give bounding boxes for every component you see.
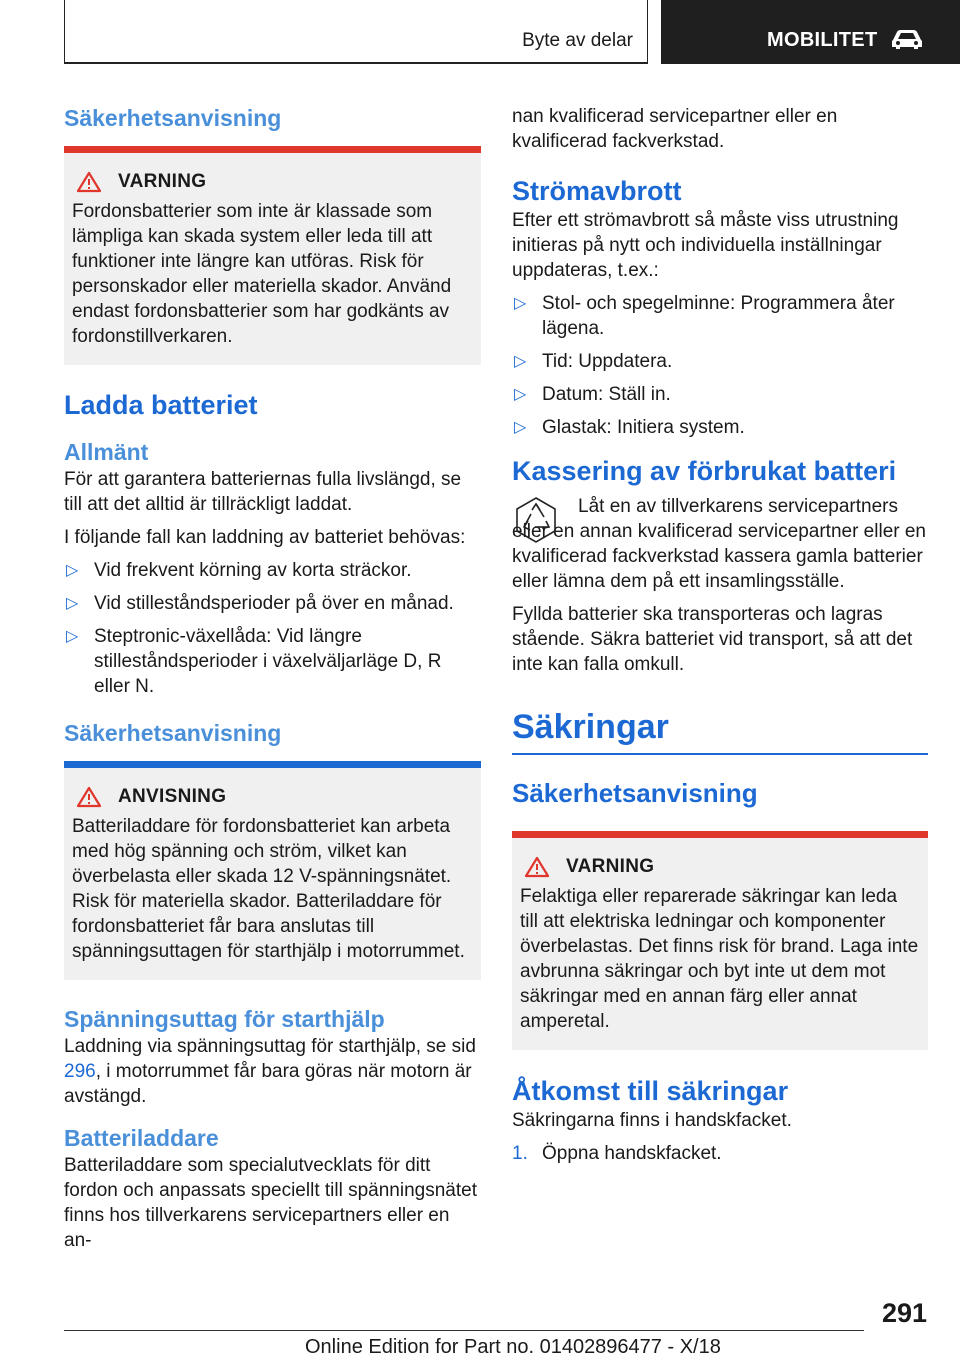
chapter-heading-block — [512, 707, 928, 755]
triangle-bullet-icon: ▷ — [66, 562, 79, 579]
car-icon — [889, 27, 925, 51]
subheading-charger: Batteriladdare — [64, 1125, 219, 1151]
section-heading-disposal: Kassering av förbrukat batteri — [512, 456, 897, 486]
list-item: ▷ Glastak: Initiera system. — [514, 417, 745, 438]
disposal-block — [512, 494, 928, 594]
page-link[interactable]: 296 — [64, 1061, 96, 1082]
section-label: Byte av delar — [522, 30, 633, 51]
footer-divider — [64, 1330, 864, 1331]
triangle-bullet-icon: ▷ — [514, 295, 527, 312]
list-item: ▷ Vid frekvent körning av korta sträckor. — [66, 560, 412, 581]
section-heading-charge: Ladda batteriet — [64, 390, 258, 420]
continued-paragraph: nan kvalificerad servicepartner eller en kvalificerad fackverkstad. — [512, 106, 838, 152]
left-column — [64, 96, 481, 1261]
chapter-heading-fuses: Säkringar — [512, 708, 669, 746]
subheading-jump-start: Spänningsuttag för starthjälp — [64, 1006, 385, 1032]
general-paragraph-1: För att garantera batteriernas fulla livslängd, se till att det alltid är tillräckligt laddat. — [64, 469, 462, 515]
section-heading-power-outage: Strömavbrott — [512, 176, 682, 206]
general-paragraph-2: I följande fall kan laddning av batteriet behövas: — [64, 527, 466, 548]
triangle-bullet-icon: ▷ — [66, 628, 79, 645]
right-column — [512, 96, 928, 1166]
warning-box — [64, 146, 481, 365]
header-chapter-tab — [661, 0, 960, 64]
list-item: ▷ Steptronic-växellåda: Vid längre stilleståndsperioder i växelväljarläge D, R eller N. — [66, 626, 442, 697]
list-item: ▷ Vid stilleståndsperioder på över en månad. — [66, 593, 454, 614]
notice-label: ANVISNING — [118, 786, 227, 807]
warning-box-header — [72, 171, 473, 193]
page-number: 291 — [882, 1298, 928, 1328]
warning-text: Felaktiga eller reparerade säkringar kan leda till att elektriska ledningar och komponenter överbelastas. Det finns risk för brand. Laga inte avbrunna säkringar och byt inte ut dem mot säkringar med en annan färg eller annat amperetal. — [520, 886, 919, 1032]
warning-triangle-icon — [76, 171, 102, 193]
jump-start-paragraph: Laddning via spänningsuttag för starthjälp, se sid 296, i motorrummet får bara göras när motorn är avstängd. — [64, 1036, 476, 1107]
chapter-label: MOBILITET — [767, 29, 878, 51]
section-heading-access: Åtkomst till säkringar — [512, 1076, 789, 1106]
triangle-bullet-icon: ▷ — [66, 595, 79, 612]
power-outage-list — [512, 291, 928, 440]
power-outage-paragraph: Efter ett strömavbrott så måste viss utrustning initieras på nytt och individuella inställningar uppdateras, t.ex.: — [512, 210, 899, 281]
warning-box — [512, 831, 928, 1050]
subheading-general: Allmänt — [64, 439, 149, 465]
list-item: ▷ Tid: Uppdatera. — [514, 351, 673, 372]
warning-text: Fordonsbatterier som inte är klassade som lämpliga kan skada system eller leda till att funktioner inte längre kan utföras. Risk för personskador eller materiella skador. Använd endast fordonsbatterier som har godkänts av fordonstillverkaren. — [72, 201, 452, 347]
footer-edition: Online Edition for Part no. 01402896477 - X/18 — [305, 1336, 721, 1358]
notice-text: Batteriladdare för fordonsbatteriet kan arbeta med hög spänning och ström, vilket kan överbelasta eller skada 12 V-spänningsnätet. Risk för materiella skador. Batteriladdare för fordonsbatteriet får bara anslutas till spänningsuttagen för starthjälp i motorrummet. — [72, 816, 465, 962]
notice-box — [64, 761, 481, 980]
warning-triangle-icon — [524, 856, 550, 878]
safety-heading: Säkerhetsanvisning — [64, 105, 282, 131]
triangle-bullet-icon: ▷ — [514, 386, 527, 403]
warning-box-header — [520, 856, 920, 878]
warning-label: VARNING — [118, 171, 207, 192]
safety-heading: Säkerhetsanvisning — [64, 720, 282, 746]
disposal-paragraph-1: Låt en av tillverkarens servicepartners eller en annan kvalificerad servicepartner eller en kvalificerad fackverkstad kassera gamla batterier eller lämna dem på ett insamlingsställe. — [512, 496, 927, 592]
list-item: 1. Öppna handskfacket. — [512, 1143, 722, 1164]
access-paragraph: Säkringarna finns i handskfacket. — [512, 1110, 792, 1131]
steps-list — [512, 1141, 928, 1166]
recycle-icon — [512, 496, 560, 544]
safety-heading: Säkerhetsanvisning — [512, 778, 758, 808]
list-item: ▷ Stol- och spegelminne: Programmera åter lägena. — [514, 293, 895, 339]
charger-paragraph: Batteriladdare som specialutvecklats för ditt fordon och anpassats speciellt till spänningsnätet finns hos tillverkarens servicepartners eller en an- — [64, 1155, 477, 1251]
warning-label: VARNING — [566, 856, 655, 877]
step-number: 1. — [512, 1143, 528, 1164]
list-item: ▷ Datum: Ställ in. — [514, 384, 671, 405]
triangle-bullet-icon: ▷ — [514, 419, 527, 436]
warning-triangle-icon — [76, 786, 102, 808]
charge-conditions-list — [64, 558, 481, 699]
triangle-bullet-icon: ▷ — [514, 353, 527, 370]
header-section-tab — [64, 0, 648, 64]
notice-box-header — [72, 786, 473, 808]
disposal-paragraph-2: Fyllda batterier ska transporteras och lagras stående. Säkra batteriet vid transport, så att det inte kan falla omkull. — [512, 604, 913, 675]
